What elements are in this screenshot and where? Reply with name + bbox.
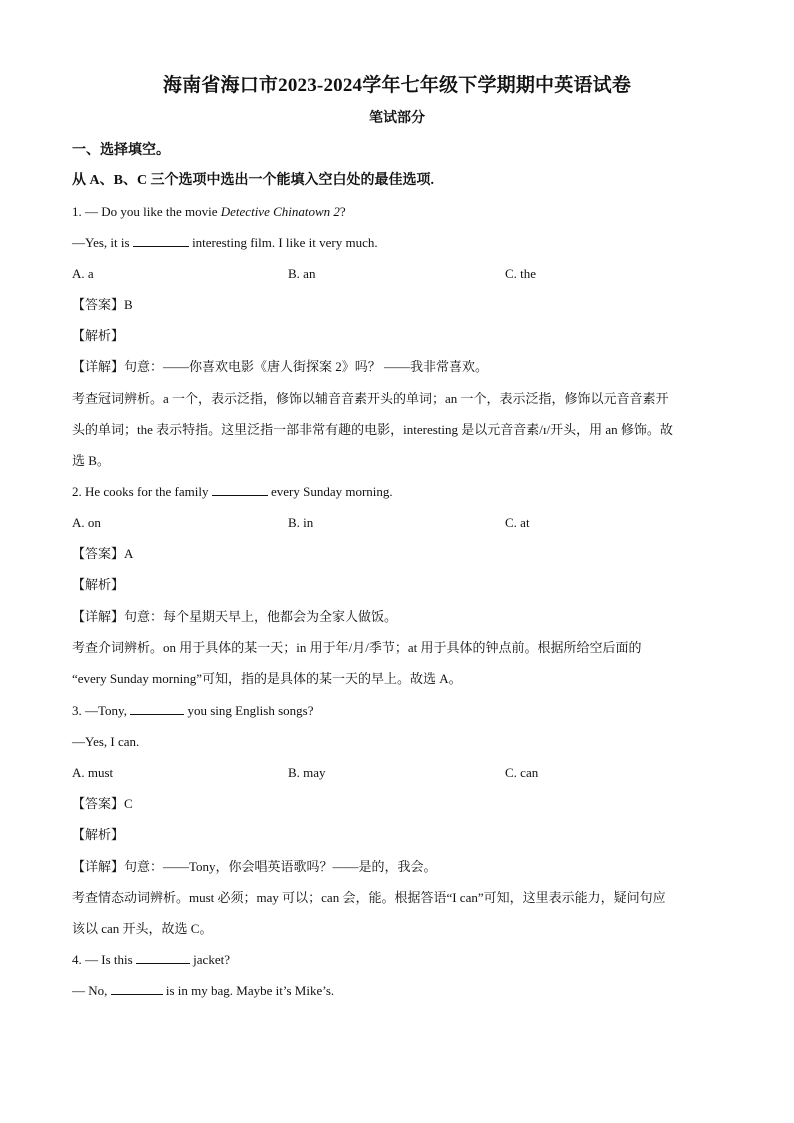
question-3-option-a: A. must	[72, 765, 114, 780]
question-1-answer: 【答案】B	[72, 297, 133, 312]
question-2-explanation-line: 考查介词辨析。on 用于具体的某一天；in 用于年/月/季节；at 用于具体的钟点前。根据所给空后面的	[72, 640, 642, 655]
question-4-reply: — No, is in my bag. Maybe it’s Mike’s.	[72, 983, 335, 998]
question-1-explanation-line: 考查冠词辨析。a 一个，表示泛指，修饰以辅音音素开头的单词；an 一个，表示泛指，修饰以元音音素开	[72, 391, 669, 406]
question-2-answer: 【答案】A	[72, 546, 134, 561]
question-2-option-a: A. on	[72, 515, 101, 530]
question-1-detail: 【详解】句意：——你喜欢电影《唐人街探案 2》吗？ ——我非常喜欢。	[72, 359, 489, 374]
question-3-explanation-line: 该以 can 开头，故选 C。	[72, 921, 213, 936]
page-title: 海南省海口市2023-2024学年七年级下学期期中英语试卷	[162, 75, 632, 96]
question-1-text: 1. — Do you like the movie Detective Chinatown 2?	[72, 204, 346, 219]
answer-blank	[212, 483, 268, 496]
question-3-option-c: C. can	[505, 765, 539, 780]
question-2-analysis-label: 【解析】	[72, 577, 125, 592]
question-1-analysis-label: 【解析】	[72, 328, 125, 343]
question-3-explanation-line: 考查情态动词辨析。must 必须；may 可以；can 会，能。根据答语“I can”可知，这里表示能力，疑问句应	[72, 890, 666, 905]
section-heading: 一、选择填空。	[72, 143, 170, 158]
question-3-answer: 【答案】C	[72, 796, 133, 811]
question-1-reply: —Yes, it is interesting film. I like it very much.	[72, 235, 378, 250]
answer-blank	[111, 982, 163, 995]
question-3-detail: 【详解】句意：——Tony，你会唱英语歌吗？——是的，我会。	[72, 859, 437, 874]
movie-title: Detective Chinatown 2	[220, 204, 340, 219]
question-3-option-b: B. may	[288, 765, 326, 780]
question-2-detail: 【详解】句意：每个星期天早上，他都会为全家人做饭。	[72, 609, 398, 624]
question-1-option-c: C. the	[505, 266, 537, 281]
question-2-option-b: B. in	[288, 515, 314, 530]
answer-blank	[130, 702, 184, 715]
question-1-explanation-line: 选 B。	[72, 453, 110, 468]
section-instruction: 从 A、B、C 三个选项中选出一个能填入空白处的最佳选项.	[72, 173, 435, 188]
question-3-analysis-label: 【解析】	[72, 827, 125, 842]
question-1-option-a: A. a	[72, 266, 94, 281]
question-3-reply: —Yes, I can.	[72, 734, 140, 749]
page-subtitle: 笔试部分	[369, 111, 425, 126]
answer-blank	[136, 951, 190, 964]
question-1-option-b: B. an	[288, 266, 316, 281]
answer-blank	[133, 234, 189, 247]
question-3-text: 3. —Tony, you sing English songs?	[72, 703, 314, 718]
question-1-explanation-line: 头的单词；the 表示特指。这里泛指一部非常有趣的电影，interesting 是以元音音素/ɪ/开头，用 an 修饰。故	[72, 422, 673, 437]
question-4-text: 4. — Is this jacket?	[72, 952, 230, 967]
question-2-text: 2. He cooks for the family every Sunday morning.	[72, 484, 393, 499]
question-2-option-c: C. at	[505, 515, 530, 530]
question-2-explanation-line: “every Sunday morning”可知，指的是具体的某一天的早上。故选 A。	[72, 671, 462, 686]
